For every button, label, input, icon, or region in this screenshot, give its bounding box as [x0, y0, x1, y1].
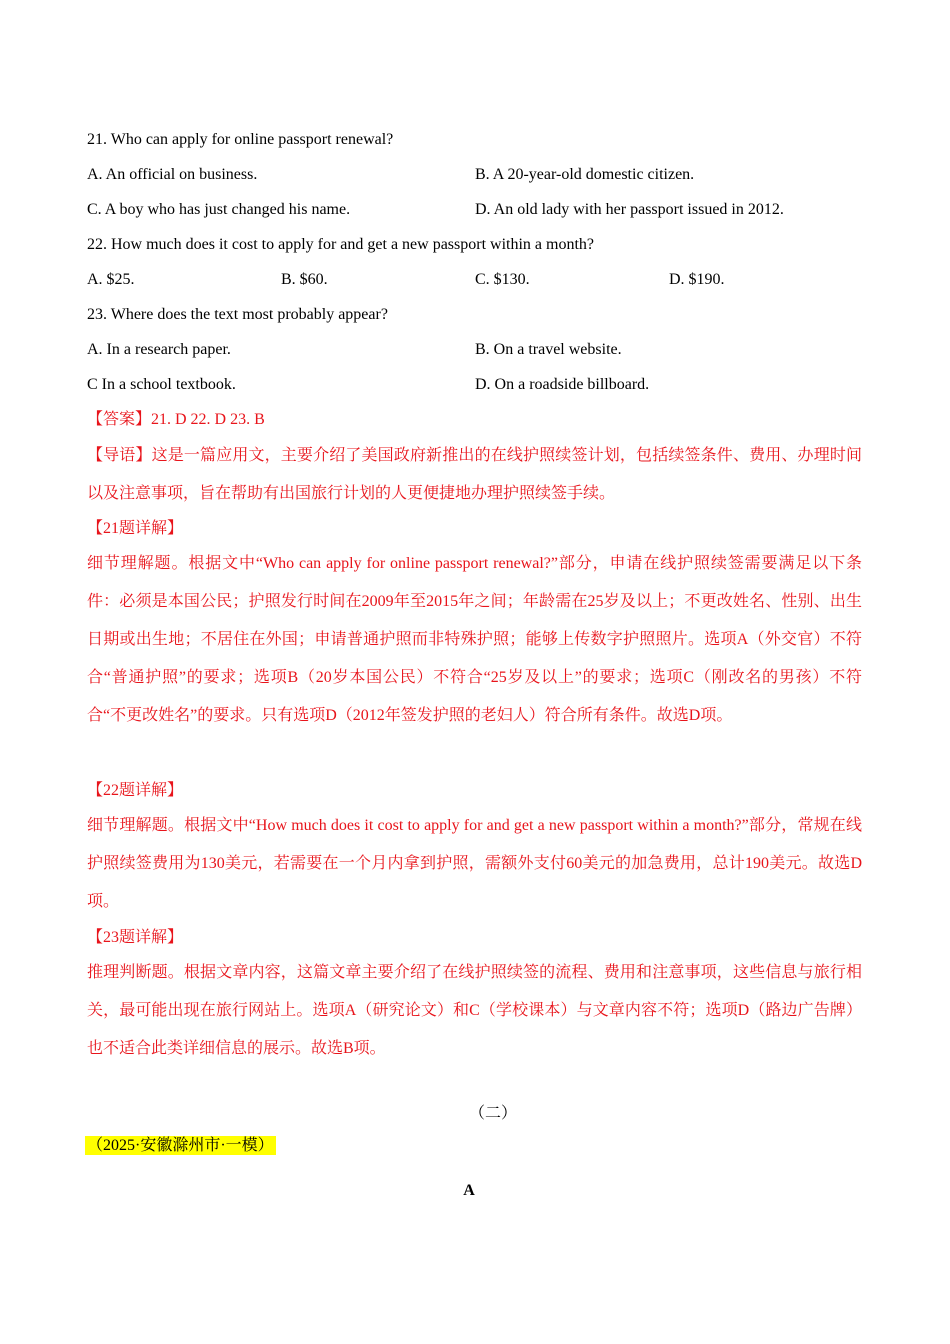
- question-23-option-c: C In a school textbook.: [87, 376, 236, 393]
- detail-23-text: 推理判断题。根据文章内容，这篇文章主要介绍了在线护照续签的流程、费用和注意事项，这些信息与旅行相关，最可能出现在旅行网站上。选项A（研究论文）和C（学校课本）与文章内容不符；选项D（路边广告牌）也不适合此类详细信息的展示。故选B项。: [87, 964, 862, 1057]
- source-highlight: （2025·安徽滁州市·一模）: [87, 1137, 274, 1154]
- question-21-option-c: C. A boy who has just changed his name.: [87, 201, 351, 218]
- question-21-stem: 21. Who can apply for online passport renewal?: [87, 131, 394, 148]
- question-22-option-a: A. $25.: [87, 271, 135, 288]
- detail-21-text: 细节理解题。根据文中“Who can apply for online passport renewal?”部分，申请在线护照续签需要满足以下条件：必须是本国公民；护照发行时间在2009年至2015年之间；年龄需在25岁及以上；不更改姓名、性别、出生日期或出生地；不居住在外国；申请普通护照而非特殊护照；能够上传数字护照照片。选项A（外交官）不符合“普通护照”的要求；选项B（20岁本国公民）不符合“25岁及以上”的要求；选项C（刚改名的男孩）不符合“不更改姓名”的要求。只有选项D（2012年签发护照的老妇人）符合所有条件。故选D项。: [87, 555, 862, 724]
- detail-23-heading: 【23题详解】: [87, 929, 184, 946]
- question-22-stem: 22. How much does it cost to apply for and get a new passport within a month?: [87, 236, 595, 253]
- intro-paragraph: 【导语】这是一篇应用文，主要介绍了美国政府新推出的在线护照续签计划，包括续签条件、费用、办理时间以及注意事项，旨在帮助有出国旅行计划的人更便捷地办理护照续签手续。: [87, 447, 862, 502]
- detail-22-heading: 【22题详解】: [87, 782, 184, 799]
- question-21-option-b: B. A 20-year-old domestic citizen.: [475, 166, 695, 183]
- answer-key: 【答案】21. D 22. D 23. B: [87, 411, 265, 428]
- section-letter: A: [463, 1182, 475, 1199]
- question-23-stem: 23. Where does the text most probably appear?: [87, 306, 388, 323]
- question-23-option-a: A. In a research paper.: [87, 341, 231, 358]
- detail-22-text: 细节理解题。根据文中“How much does it cost to apply for and get a new passport within a month?”部分，常规在线护照续签费用为130美元，若需要在一个月内拿到护照，需额外支付60美元的加急费用，总计190美元。故选D项。: [87, 817, 862, 910]
- question-23-option-d: D. On a roadside billboard.: [475, 376, 650, 393]
- source-tag: [85, 1135, 276, 1157]
- question-23-option-b: B. On a travel website.: [475, 341, 622, 358]
- question-22-option-b: B. $60.: [281, 271, 328, 288]
- detail-21-heading: 【21题详解】: [87, 520, 184, 537]
- question-22-option-d: D. $190.: [669, 271, 725, 288]
- question-22-option-c: C. $130.: [475, 271, 530, 288]
- question-21-option-a: A. An official on business.: [87, 166, 258, 183]
- question-21-option-d: D. An old lady with her passport issued in 2012.: [475, 201, 784, 218]
- section-number: （二）: [468, 1105, 517, 1122]
